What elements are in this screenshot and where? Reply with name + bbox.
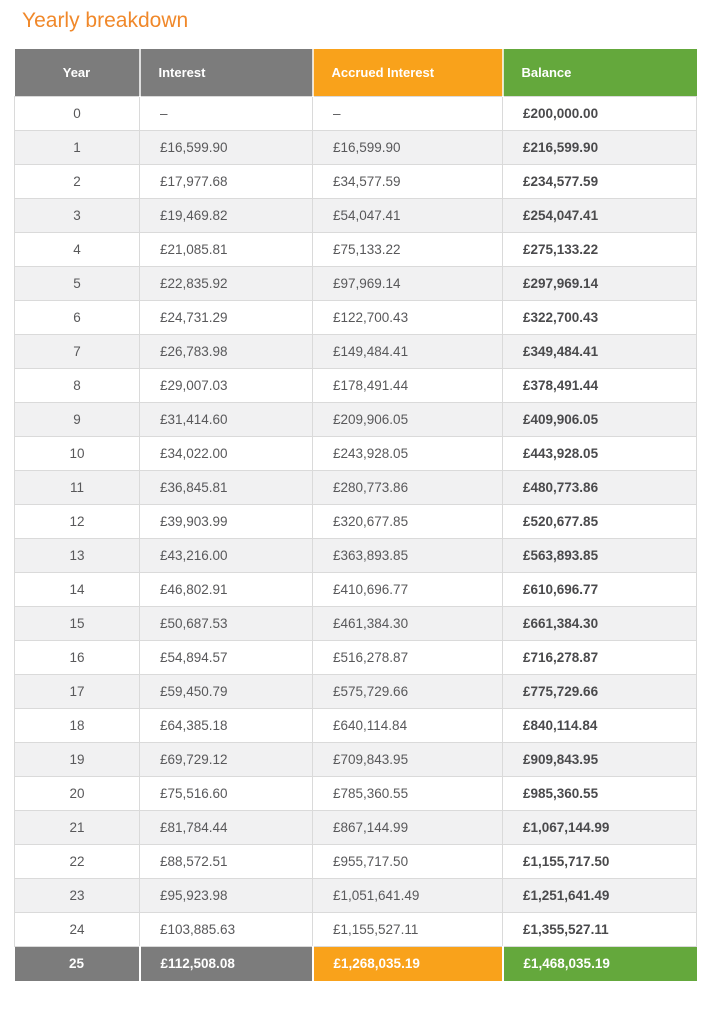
balance-cell: £297,969.14 — [503, 266, 697, 300]
balance-cell: £909,843.95 — [503, 742, 697, 776]
year-cell: 11 — [15, 470, 140, 504]
table-row — [15, 674, 697, 708]
table-header — [15, 49, 697, 96]
table-row — [15, 368, 697, 402]
year-cell: 20 — [15, 776, 140, 810]
table-row — [15, 300, 697, 334]
accrued-interest-cell: £640,114.84 — [313, 708, 503, 742]
table-row — [15, 470, 697, 504]
year-cell: 3 — [15, 198, 140, 232]
year-cell: 10 — [15, 436, 140, 470]
balance-cell: £216,599.90 — [503, 130, 697, 164]
balance-cell: £840,114.84 — [503, 708, 697, 742]
year-cell: 7 — [15, 334, 140, 368]
balance-cell: £563,893.85 — [503, 538, 697, 572]
table-row — [15, 878, 697, 912]
table-row — [15, 130, 697, 164]
interest-cell: £59,450.79 — [140, 674, 313, 708]
table-row — [15, 810, 697, 844]
interest-cell: £103,885.63 — [140, 912, 313, 946]
header-cell-balance: Balance — [503, 49, 697, 96]
table-row — [15, 538, 697, 572]
interest-cell: £88,572.51 — [140, 844, 313, 878]
interest-cell: £29,007.03 — [140, 368, 313, 402]
page-title: Yearly breakdown — [22, 9, 189, 32]
accrued-interest-cell: £34,577.59 — [313, 164, 503, 198]
table-row — [15, 844, 697, 878]
balance-cell: £254,047.41 — [503, 198, 697, 232]
year-cell: 16 — [15, 640, 140, 674]
accrued-interest-cell: £709,843.95 — [313, 742, 503, 776]
year-cell: 0 — [15, 96, 140, 130]
year-cell: 23 — [15, 878, 140, 912]
accrued-interest-cell: £54,047.41 — [313, 198, 503, 232]
accrued-interest-cell: £122,700.43 — [313, 300, 503, 334]
year-cell: 21 — [15, 810, 140, 844]
interest-cell: £50,687.53 — [140, 606, 313, 640]
accrued-interest-cell: £955,717.50 — [313, 844, 503, 878]
accrued-interest-cell: £785,360.55 — [313, 776, 503, 810]
table-row — [15, 572, 697, 606]
balance-cell: £349,484.41 — [503, 334, 697, 368]
interest-cell: £36,845.81 — [140, 470, 313, 504]
table-row — [15, 266, 697, 300]
interest-cell: £112,508.08 — [140, 946, 313, 981]
interest-cell: £95,923.98 — [140, 878, 313, 912]
accrued-interest-cell: £363,893.85 — [313, 538, 503, 572]
table-row — [15, 708, 697, 742]
year-cell: 24 — [15, 912, 140, 946]
year-cell: 12 — [15, 504, 140, 538]
year-cell: 4 — [15, 232, 140, 266]
balance-cell: £1,468,035.19 — [503, 946, 697, 981]
balance-cell: £378,491.44 — [503, 368, 697, 402]
balance-cell: £322,700.43 — [503, 300, 697, 334]
accrued-interest-cell: £75,133.22 — [313, 232, 503, 266]
table-row — [15, 198, 697, 232]
balance-cell: £480,773.86 — [503, 470, 697, 504]
accrued-interest-cell: £97,969.14 — [313, 266, 503, 300]
accrued-interest-cell: £1,155,527.11 — [313, 912, 503, 946]
table-body — [15, 96, 697, 981]
header-cell-accrued-interest: Accrued Interest — [313, 49, 503, 96]
accrued-interest-cell: £243,928.05 — [313, 436, 503, 470]
interest-cell: £81,784.44 — [140, 810, 313, 844]
interest-cell: £46,802.91 — [140, 572, 313, 606]
balance-cell: £1,355,527.11 — [503, 912, 697, 946]
table-row — [15, 640, 697, 674]
header-row — [15, 49, 697, 96]
interest-cell: £64,385.18 — [140, 708, 313, 742]
year-cell: 17 — [15, 674, 140, 708]
year-cell: 8 — [15, 368, 140, 402]
interest-cell: £39,903.99 — [140, 504, 313, 538]
balance-cell: £775,729.66 — [503, 674, 697, 708]
year-cell: 9 — [15, 402, 140, 436]
balance-cell: £1,155,717.50 — [503, 844, 697, 878]
interest-cell: £22,835.92 — [140, 266, 313, 300]
year-cell: 14 — [15, 572, 140, 606]
balance-cell: £520,677.85 — [503, 504, 697, 538]
year-cell: 2 — [15, 164, 140, 198]
accrued-interest-cell: – — [313, 96, 503, 130]
table-row — [15, 742, 697, 776]
accrued-interest-cell: £16,599.90 — [313, 130, 503, 164]
year-cell: 15 — [15, 606, 140, 640]
interest-cell: £54,894.57 — [140, 640, 313, 674]
interest-cell: £24,731.29 — [140, 300, 313, 334]
table-row — [15, 606, 697, 640]
table-row — [15, 232, 697, 266]
accrued-interest-cell: £1,051,641.49 — [313, 878, 503, 912]
interest-cell: £26,783.98 — [140, 334, 313, 368]
interest-cell: £75,516.60 — [140, 776, 313, 810]
interest-cell: £19,469.82 — [140, 198, 313, 232]
accrued-interest-cell: £149,484.41 — [313, 334, 503, 368]
table-row — [15, 504, 697, 538]
balance-cell: £1,251,641.49 — [503, 878, 697, 912]
interest-cell: £43,216.00 — [140, 538, 313, 572]
accrued-interest-cell: £178,491.44 — [313, 368, 503, 402]
table-row — [15, 402, 697, 436]
balance-cell: £409,906.05 — [503, 402, 697, 436]
interest-cell: £34,022.00 — [140, 436, 313, 470]
balance-cell: £661,384.30 — [503, 606, 697, 640]
table-row — [15, 334, 697, 368]
table-row — [15, 776, 697, 810]
year-cell: 13 — [15, 538, 140, 572]
balance-cell: £1,067,144.99 — [503, 810, 697, 844]
table-total-row — [15, 946, 697, 981]
interest-cell: £16,599.90 — [140, 130, 313, 164]
accrued-interest-cell: £320,677.85 — [313, 504, 503, 538]
balance-cell: £275,133.22 — [503, 232, 697, 266]
header-cell-year: Year — [15, 49, 140, 96]
year-cell: 22 — [15, 844, 140, 878]
accrued-interest-cell: £575,729.66 — [313, 674, 503, 708]
year-cell: 25 — [15, 946, 140, 981]
interest-cell: £31,414.60 — [140, 402, 313, 436]
accrued-interest-cell: £516,278.87 — [313, 640, 503, 674]
accrued-interest-cell: £867,144.99 — [313, 810, 503, 844]
balance-cell: £610,696.77 — [503, 572, 697, 606]
year-cell: 19 — [15, 742, 140, 776]
year-cell: 5 — [15, 266, 140, 300]
balance-cell: £985,360.55 — [503, 776, 697, 810]
table-row — [15, 164, 697, 198]
accrued-interest-cell: £280,773.86 — [313, 470, 503, 504]
accrued-interest-cell: £461,384.30 — [313, 606, 503, 640]
balance-cell: £443,928.05 — [503, 436, 697, 470]
balance-cell: £716,278.87 — [503, 640, 697, 674]
table-row — [15, 436, 697, 470]
yearly-breakdown-table — [14, 49, 697, 981]
accrued-interest-cell: £410,696.77 — [313, 572, 503, 606]
year-cell: 18 — [15, 708, 140, 742]
year-cell: 1 — [15, 130, 140, 164]
year-cell: 6 — [15, 300, 140, 334]
balance-cell: £234,577.59 — [503, 164, 697, 198]
accrued-interest-cell: £1,268,035.19 — [313, 946, 503, 981]
table-row — [15, 912, 697, 946]
interest-cell: £21,085.81 — [140, 232, 313, 266]
table-row — [15, 96, 697, 130]
interest-cell: – — [140, 96, 313, 130]
interest-cell: £17,977.68 — [140, 164, 313, 198]
accrued-interest-cell: £209,906.05 — [313, 402, 503, 436]
balance-cell: £200,000.00 — [503, 96, 697, 130]
header-cell-interest: Interest — [140, 49, 313, 96]
interest-cell: £69,729.12 — [140, 742, 313, 776]
